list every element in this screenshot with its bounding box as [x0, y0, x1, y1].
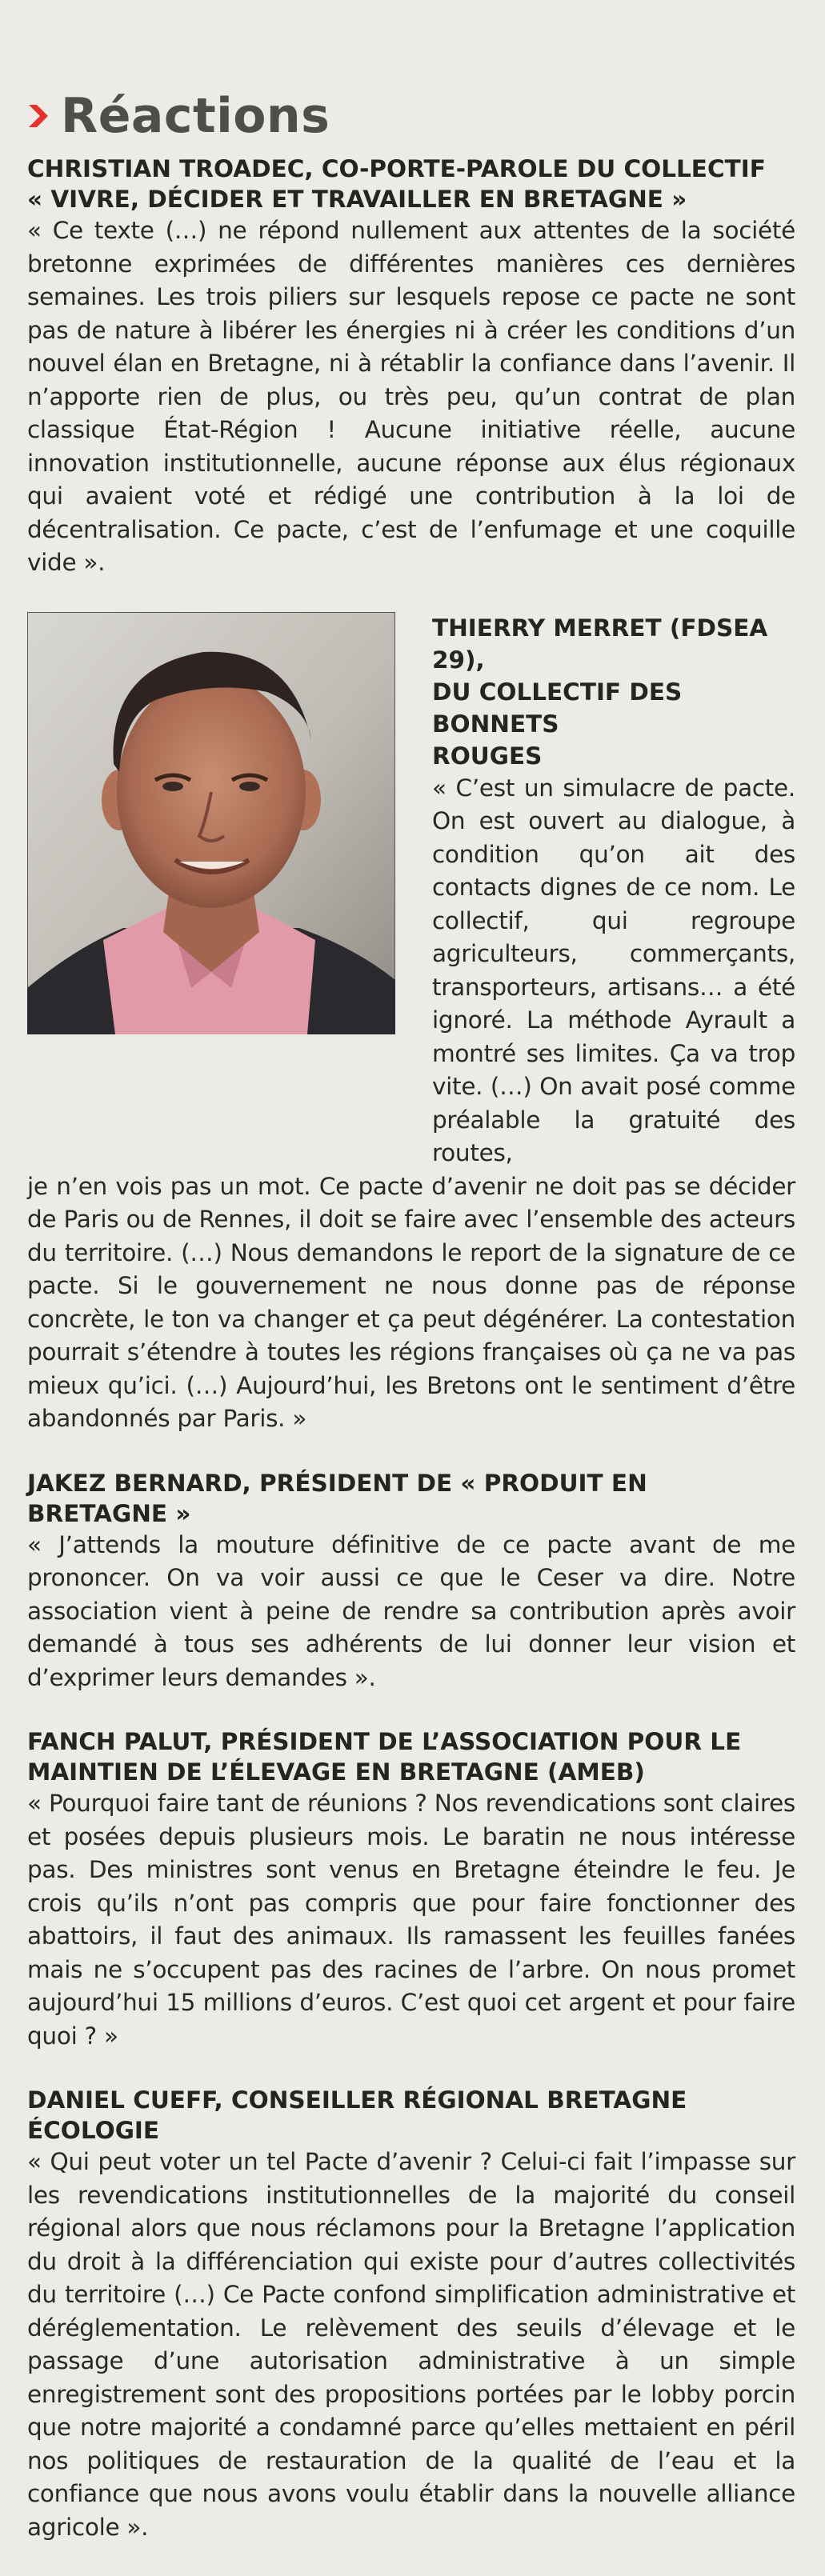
speaker-name: FANCH PALUT, PRÉSIDENT DE L’ASSOCIATION POUR LE: [27, 1728, 742, 1755]
quote-text: « C’est un simulacre de pacte. On est ouvert au dialogue, à condition qu’on ait des contacts dignes de ce nom. Le collectif, qui regroupe agriculteurs, commerçants, transporteurs, artisans… a été ignoré. La méthode Ayrault a montré ses limites. Ça va trop vite. (…) On avait posé comme préalable la gratuité des routes,: [432, 774, 795, 1166]
speaker-name: DANIEL CUEFF, CONSEILLER RÉGIONAL BRETAGNE ÉCOLOGIE: [27, 2086, 687, 2144]
reaction-palut: [27, 1726, 795, 2053]
quote-text-cont: je n’en vois pas un mot. Ce pacte d’avenir ne doit pas se décider de Paris ou de Rennes, il doit se faire avec l’ensemble des acteurs du territoire. (…) Nous demandons le report de la signature de ce pacte. Si le gouvernement ne nous donne pas de réponse concrète, le ton va changer et ça peut dégénérer. La contestation pourrait s’étendre à toutes les régions françaises où ça ne va pas mieux qu’ici. (…) Aujourd’hui, les Bretons ont le sentiment d’être abandonnés par Paris. »: [27, 1172, 795, 1432]
speaker-name-cont: DU COLLECTIF DES BONNETS: [432, 678, 683, 738]
reaction-cueff: [27, 2085, 795, 2544]
section-title: Réactions: [61, 88, 330, 144]
speaker-name: CHRISTIAN TROADEC, CO-PORTE-PAROLE DU COLLECTIF: [27, 155, 766, 182]
reaction-troadec: [27, 154, 795, 580]
photo-row: [27, 612, 795, 1170]
quote-text: « J’attends la mouture définitive de ce pacte avant de me prononcer. On va voir aussi ce que le Ceser va dire. Notre association vient à peine de rendre sa contribution après avoir demandé à tous ses adhérents de lui donner leur vision et d’exprimer leurs demandes ».: [27, 1530, 795, 1691]
speaker-name-cont: MAINTIEN DE L’ÉLEVAGE EN BRETAGNE (AMEB): [27, 1758, 645, 1786]
reaction-bernard: [27, 1468, 795, 1695]
speaker-name: THIERRY MERRET (FDSEA 29),: [432, 614, 768, 674]
speaker-name-cont2: ROUGES: [432, 742, 543, 770]
reactions-column: [27, 80, 795, 2576]
portrait-photo: [27, 612, 395, 1034]
speaker-name-cont: « VIVRE, DÉCIDER ET TRAVAILLER EN BRETAGNE »: [27, 186, 687, 213]
photo-side-text: [432, 612, 795, 1170]
quote-text: « Pourquoi faire tant de réunions ? Nos revendications sont claires et posées depuis plusieurs mois. Le baratin ne nous intéresse pas. Des ministres sont venus en Bretagne éteindre le feu. Je crois qu’ils n’ont pas compris que pour faire fonctionner des abattoirs, il faut des animaux. Ils ramassent les feuilles fanées mais ne s’occupent pas des racines de l’arbre. On nous promet aujourd’hui 15 millions d’euros. C’est quoi cet argent et pour faire quoi ? »: [27, 1790, 795, 2050]
speaker-name: JAKEZ BERNARD, PRÉSIDENT DE « PRODUIT EN BRETAGNE »: [27, 1469, 647, 1527]
page-bleed-through: [0, 0, 825, 84]
reaction-merret: [27, 612, 795, 1436]
chevron-right-icon: [27, 102, 50, 130]
quote-text: « Qui peut voter un tel Pacte d’avenir ? Celui-ci fait l’impasse sur les revendications institutionnelles de la majorité du conseil régional alors que nous réclamons pour la Bretagne l’application du droit à la différenciation qui existe pour d’autres collectivités du territoire (…) Ce Pacte confond simplification administrative et déréglementation. Le relèvement des seuils d’élevage et le passage d’une autorisation administrative à un simple enregistrement sont des propositions portées par le lobby porcin que notre majorité a condamné parce qu’elles mettaient en péril nos politiques de restauration de la qualité de l’eau et la confiance que nous avons voulu établir dans la nouvelle alliance agricole ».: [27, 2148, 795, 2541]
section-header: [27, 80, 795, 152]
quote-text: « Ce texte (…) ne répond nullement aux attentes de la société bretonne exprimées de différentes manières ces dernières semaines. Les trois piliers sur lesquels repose ce pacte ne sont pas de nature à libérer les énergies ni à créer les conditions d’un nouvel élan en Bretagne, ni à rétablir la confiance dans l’avenir. Il n’apporte rien de plus, ou très peu, qu’un contrat de plan classique État-Région ! Aucune initiative réelle, aucune innovation institutionnelle, aucune réponse aux élus régionaux qui avaient voté et rédigé une contribution à la loi de décentralisation. Ce pacte, c’est de l’enfumage et une coquille vide ».: [27, 217, 795, 576]
